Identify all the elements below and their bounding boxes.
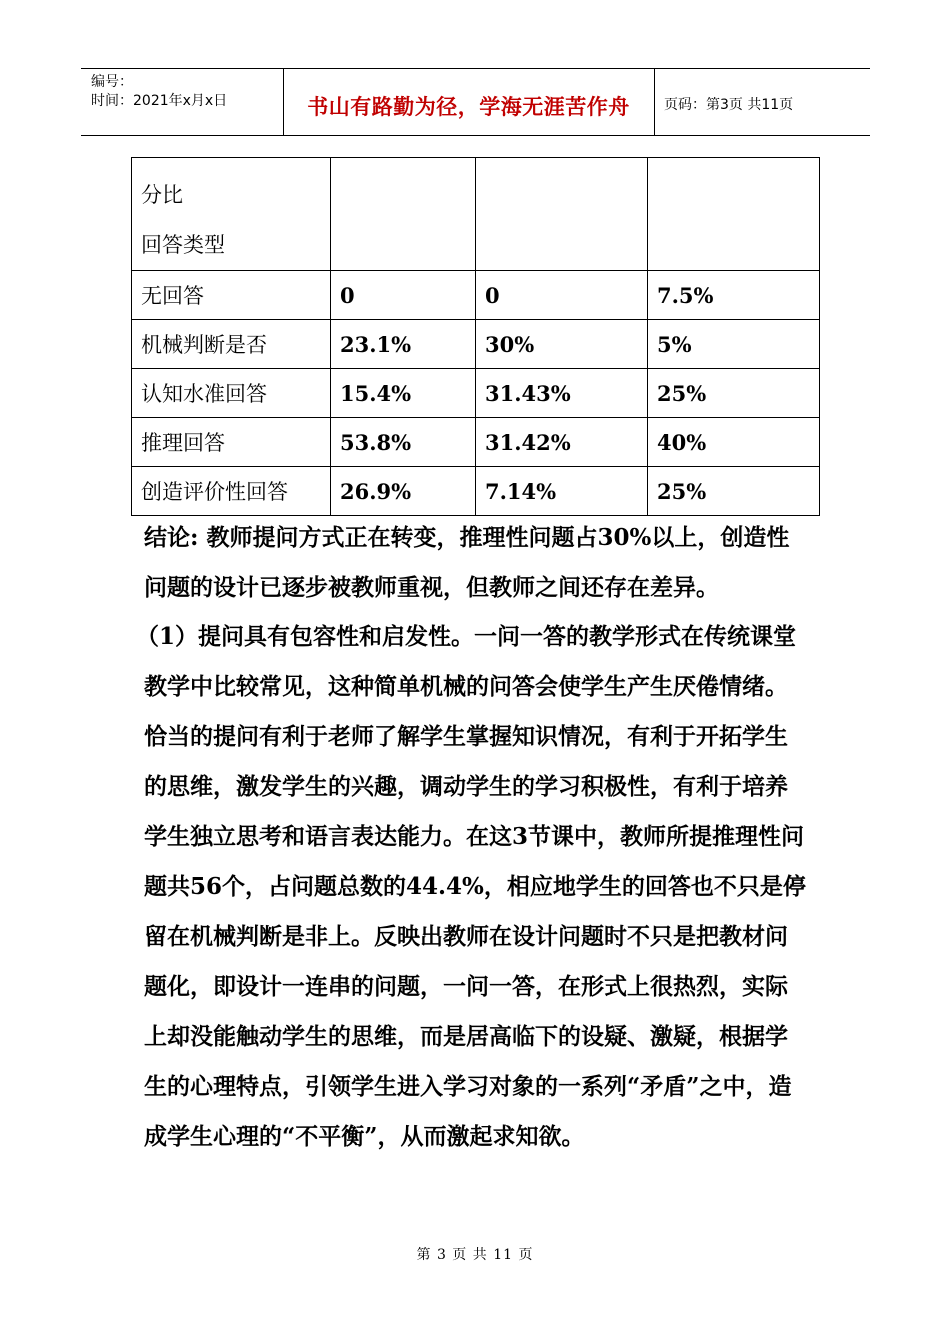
table-header-cell	[648, 158, 820, 271]
row-label: 无回答	[132, 271, 331, 320]
answer-type-table	[131, 157, 820, 516]
table-cell: 40%	[648, 418, 820, 467]
table-cell: 26.9%	[331, 467, 476, 516]
body-paragraph: （1）提问具有包容性和启发性。一问一答的教学形式在传统课堂教学中比较常见，这种简单机械的问答会使学生产生厌倦情绪。恰当的提问有利于老师了解学生掌握知识情况，有利于开拓学生的思维，激发学生的兴趣，调动学生的学习积极性，有利于培养学生独立思考和语言表达能力。在这3节课中，教师所提推理性问题共56个，占问题总数的44.4%，相应地学生的回答也不只是停留在机械判断是非上。反映出教师在设计问题时不只是把教材问题化，即设计一连串的问题，一问一答，在形式上很热烈，实际上却没能触动学生的思维，而是居高临下的设疑、激疑，根据学生的心理特点，引领学生进入学习对象的一系列“矛盾”之中，造成学生心理的“不平衡”，从而激起求知欲。	[136, 623, 806, 1150]
row-label: 机械判断是否	[132, 320, 331, 369]
table-row	[132, 271, 820, 320]
table-corner-cell	[132, 158, 331, 271]
header-page-info: 页码：第3页 共11页	[664, 97, 794, 113]
header-motto: 书山有路勤为径，学海无涯苦作舟	[307, 94, 630, 119]
table-cell: 31.42%	[476, 418, 648, 467]
number-label: 编号：	[91, 74, 133, 90]
row-label: 创造评价性回答	[132, 467, 331, 516]
page-header	[81, 68, 870, 136]
date-label: 时间：2021年x月x日	[91, 93, 228, 109]
table-cell: 0	[331, 271, 476, 320]
table-cell: 7.5%	[648, 271, 820, 320]
table-header-cell	[331, 158, 476, 271]
table-row	[132, 467, 820, 516]
corner-label-top: 分比	[141, 183, 183, 207]
page-footer: 第 3 页 共 11 页	[416, 1247, 534, 1263]
table-row	[132, 369, 820, 418]
header-meta	[91, 73, 227, 111]
row-label: 认知水准回答	[132, 369, 331, 418]
table-cell: 25%	[648, 369, 820, 418]
table-cell: 53.8%	[331, 418, 476, 467]
table-cell: 0	[476, 271, 648, 320]
table-header-row	[132, 158, 820, 271]
table-cell: 15.4%	[331, 369, 476, 418]
table-cell: 7.14%	[476, 467, 648, 516]
table-row	[132, 320, 820, 369]
table-cell: 31.43%	[476, 369, 648, 418]
row-label: 推理回答	[132, 418, 331, 467]
header-divider	[654, 69, 655, 135]
table-cell: 25%	[648, 467, 820, 516]
conclusion-paragraph: 结论: 教师提问方式正在转变，推理性问题占30%以上，创造性问题的设计已逐步被教师重视，但教师之间还存在差异。	[144, 524, 790, 601]
corner-label-bottom: 回答类型	[141, 233, 225, 257]
table-header-cell	[476, 158, 648, 271]
table-row	[132, 418, 820, 467]
table-cell: 30%	[476, 320, 648, 369]
table-cell: 5%	[648, 320, 820, 369]
table-cell: 23.1%	[331, 320, 476, 369]
